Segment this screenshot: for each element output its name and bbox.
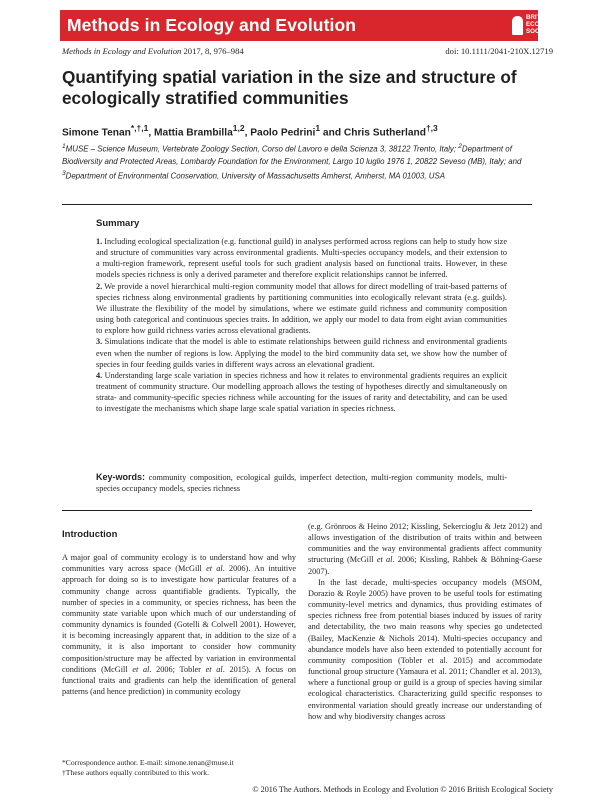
author-affiliation-mark: *,†,1	[130, 123, 149, 133]
left-column	[62, 521, 296, 697]
summary-point	[96, 336, 507, 369]
affiliation-text: MUSE – Science Museum, Vertebrate Zoology Section, Corso del Lavoro e della Scienza 3, 38122 Trento, Italy;	[65, 144, 459, 154]
author-affiliation-mark: 1	[315, 123, 321, 133]
body-paragraph	[62, 552, 296, 697]
point-number: 3.	[96, 337, 103, 347]
text-run: et al	[206, 564, 223, 574]
author-name: Mattia Brambilla	[154, 127, 233, 139]
summary-heading: Summary	[96, 218, 140, 229]
author-list	[62, 123, 438, 138]
society-logo-icon	[512, 16, 523, 35]
author-separator: and	[320, 127, 344, 139]
journal-name: Methods in Ecology and Evolution	[62, 46, 182, 56]
introduction-heading: Introduction	[62, 529, 118, 540]
text-run: (e.g. Grönroos & Heino 2012; Kissling, Sekercioglu & Jetz 2012) and allows investigation of the distribution of traits within and between communities and the way environmental gradients affect community structuring (McGill	[308, 522, 542, 565]
point-number: 4.	[96, 370, 103, 380]
point-text: Understanding large scale variation in species richness and how it relates to environmental gradients requires an explicit treatment of community structure. Our modelling approach allows the testing of hypotheses directly and simultaneously on strata- and community-specific species richness while accounting for the issues of rarity and detectability, and can be used to investigate the mechanisms which shape large scale spatial variation in species richness.	[96, 370, 507, 414]
citation-line	[62, 46, 244, 56]
text-run: . 2006; Tobler	[149, 664, 206, 674]
article-title: Quantifying spatial variation in the size and structure of ecologically stratified communities	[62, 67, 517, 108]
footnotes	[62, 758, 296, 778]
text-run: et al	[376, 555, 393, 565]
journal-title: Methods in Ecology and Evolution	[67, 15, 357, 35]
point-number: 1.	[96, 237, 103, 246]
citation-volume-pages: 2017, 8, 976–984	[183, 46, 244, 56]
copyright-footer: © 2016 The Authors. Methods in Ecology and Evolution © 2016 British Ecological Society	[252, 785, 553, 794]
point-text: Including ecological specialization (e.g. functional guild) in analyses performed across regions can help to study how size and structure of communities vary across environmental gradients. Multi-species occupancy models, and their extension to a multi-region framework, represent useful tools for such gradient analysis based on functional traits. However, in these models species richness is only a derived parameter and therefore explicit relationships cannot be inferred.	[96, 237, 507, 280]
contribution-footnote: †These authors equally contributed to this work.	[62, 768, 209, 777]
text-run: et al	[132, 664, 150, 674]
keywords	[96, 472, 507, 494]
author-name: Chris Sutherland	[343, 127, 426, 139]
point-text: We provide a novel hierarchical multi-region community model that allows for direct modelling of trait-based patterns of species richness along environmental gradients by partitioning communities into ecologically relevant strata (e.g. guilds). We illustrate the flexibility of the model by simulations, where we estimate guild richness and community composition using both categorical and continuous species traits. In addition, we apply our model to data from eight avian communities to explore how guild richness varies across elevational gradients.	[96, 281, 507, 336]
body-paragraph: In the last decade, multi-species occupancy models (MSOM, Dorazio & Royle 2005) have proven to be useful tools for estimating community-level metrics and dynamics, thus providing estimates of species richness free from potential biases induced by issues of rarity and detectability, the two main reasons why species go undetected (Bailey, MacKenzie & Nichols 2014). Multi-species occupancy and abundance models have also been extended to potentially account for community composition (Tobler et al. 2015) and accommodate functional group structure (Yamaura et al. 2011; Chandler et al. 2013), where a functional group or guild is a group of species having similar ecological characteristics. Characterizing guild specific responses to environmental variation should greatly increase our understanding of how and why biodiversity changes across	[308, 577, 542, 721]
society-name: BRITISH ECOLOGICAL SOCIETY	[526, 14, 568, 35]
point-text: Simulations indicate that the model is able to estimate relationships between guild richness and environmental gradients even when the number of regions is low. Applying the model to the bird community data set, we show how the number of species in four feeding guilds varies in different ways across an elevational gradient.	[96, 337, 507, 369]
author-name: Paolo Pedrini	[250, 127, 316, 139]
section-divider	[62, 204, 532, 205]
correspondence-footnote: *Correspondence author. E-mail: simone.tenan@muse.it	[62, 758, 234, 767]
keywords-text: community composition, ecological guilds, imperfect detection, multi-region community models, multi-species occupancy models, species richness	[96, 473, 507, 494]
text-run: . 2006). An intuitive approach for doing so is to investigate how particular features of a community change across quantifiable gradients. Typically, the number of species in a community, or species richness, has been the community state variable upon which much of our understanding of community dynamics is founded (Gotelli & Colwell 2001). However, it is becoming increasingly apparent that, in addition to the size of a community, it is also important to consider how community composition/structure may be affected by variation in environmental conditions (McGill	[62, 564, 297, 674]
text-run: A major goal of community ecology is to understand how and why communities vary across space (McGill	[62, 553, 296, 574]
summary-body	[96, 236, 507, 415]
author-name: Simone Tenan	[62, 127, 131, 139]
keywords-label: Key-words:	[96, 472, 146, 482]
author-separator: ,	[244, 127, 251, 139]
right-column	[308, 521, 542, 722]
text-run: . 2015). A focus on functional traits and gradients can help the identification of general patterns (and hence prediction) in community ecology	[62, 664, 297, 697]
text-run: . 2006; Kissling, Rahbek & Böhning-Gaese 2007).	[308, 555, 543, 576]
author-separator: ,	[148, 127, 155, 139]
summary-point	[96, 236, 507, 281]
affiliation-number: 1	[62, 143, 66, 150]
point-number: 2.	[96, 281, 103, 291]
doi[interactable]: doi: 10.1111/2041-210X.12719	[445, 46, 553, 56]
affiliation-number: 2	[458, 143, 462, 150]
affiliations	[62, 141, 544, 183]
affiliation-text: Department of Environmental Conservation, University of Massachusetts Amherst, Amherst, MA 01003, USA	[65, 171, 446, 181]
summary-point	[96, 370, 507, 415]
author-affiliation-mark: †,3	[425, 123, 438, 133]
section-divider	[62, 510, 532, 511]
journal-banner	[60, 10, 568, 41]
text-run: et al	[205, 664, 223, 674]
summary-point	[96, 281, 507, 337]
affiliation-text: Department of Biodiversity and Protected Areas, Lombardy Foundation for the Environment, Largo 10 luglio 1976 1, 20822 Seveso (MB), Italy; and	[62, 144, 522, 166]
body-paragraph	[308, 521, 542, 577]
affiliation-number: 3	[62, 170, 66, 178]
author-affiliation-mark: 1,2	[232, 123, 245, 133]
